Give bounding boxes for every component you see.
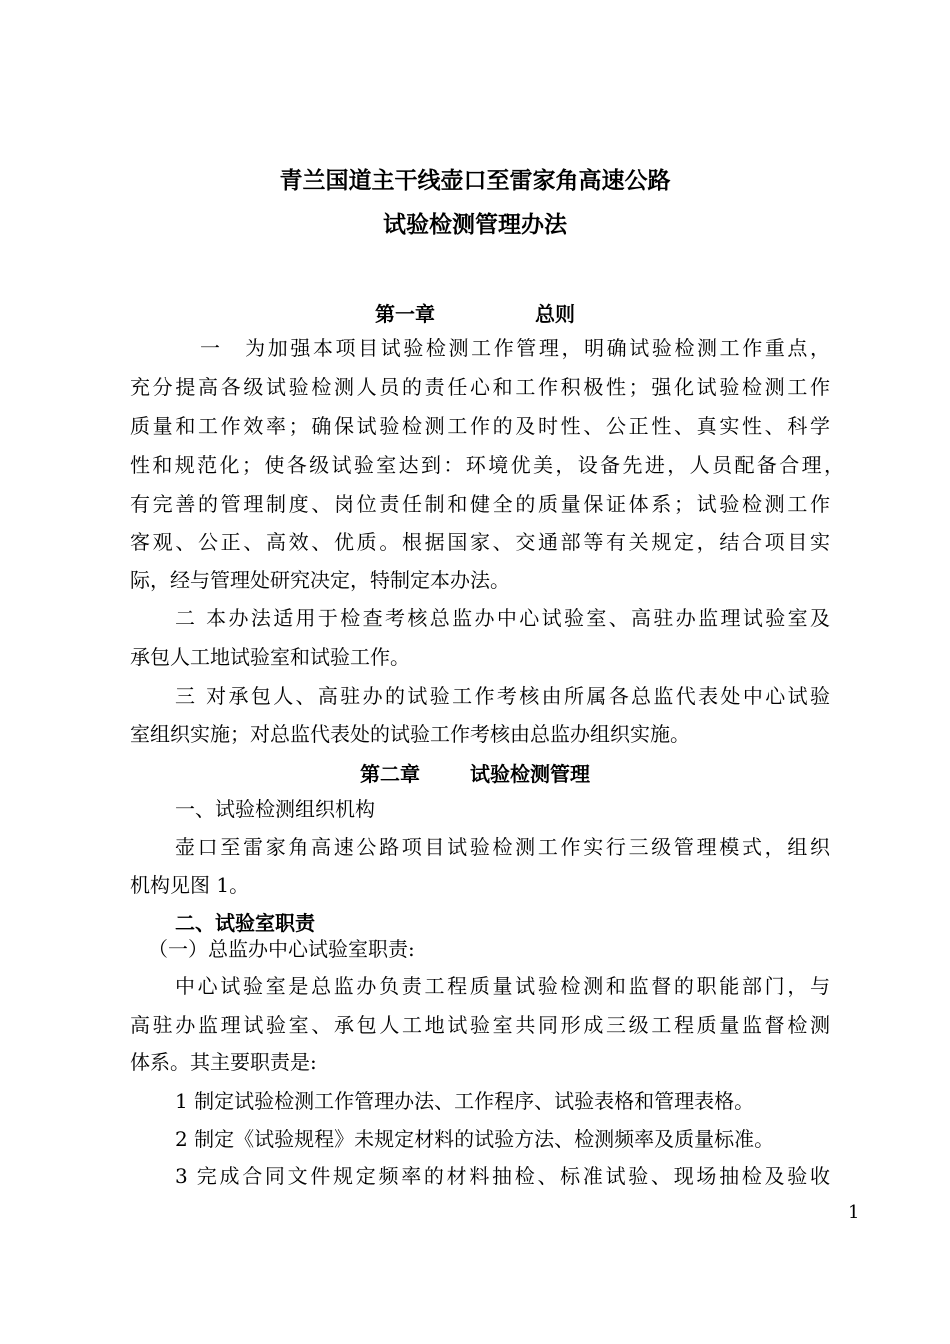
document-title-line-1: 青兰国道主干线壶口至雷家角高速公路 bbox=[279, 168, 671, 194]
paragraph-1-line-4: 性和规范化；使各级试验室达到：环境优美，设备先进，人员配备合理， bbox=[130, 453, 844, 477]
paragraph-2-line-2: 承包人工地试验室和试验工作。 bbox=[130, 645, 410, 669]
chapter-1-name: 总则 bbox=[535, 302, 575, 326]
paragraph-1-line-1: 一 为加强本项目试验检测工作管理，明确试验检测工作重点， bbox=[200, 336, 830, 360]
paragraph-1-line-7: 际，经与管理处研究决定，特制定本办法。 bbox=[130, 568, 510, 592]
section-1-heading: 一、试验检测组织机构 bbox=[175, 797, 375, 821]
section-1-line-1: 壶口至雷家角高速公路项目试验检测工作实行三级管理模式，组织 bbox=[175, 835, 830, 859]
list-item-1: 1 制定试验检测工作管理办法、工作程序、试验表格和管理表格。 bbox=[175, 1089, 755, 1113]
section-2-line-1: 中心试验室是总监办负责工程质量试验检测和监督的职能部门，与 bbox=[175, 974, 830, 998]
chapter-1-heading bbox=[0, 298, 950, 327]
paragraph-3-line-1: 三 对承包人、高驻办的试验工作考核由所属各总监代表处中心试验 bbox=[175, 684, 830, 708]
chapter-2-name: 试验检测管理 bbox=[470, 762, 590, 786]
list-item-3: 3 完成合同文件规定频率的材料抽检、标准试验、现场抽检及验收 bbox=[175, 1164, 830, 1188]
list-item-2: 2 制定《试验规程》未规定材料的试验方法、检测频率及质量标准。 bbox=[175, 1127, 775, 1151]
section-2-heading: 二、试验室职责 bbox=[175, 911, 315, 935]
section-2-subheading: （一）总监办中心试验室职责: bbox=[148, 937, 415, 961]
document-title-line-2: 试验检测管理办法 bbox=[383, 212, 567, 238]
paragraph-2-line-1: 二 本办法适用于检查考核总监办中心试验室、高驻办监理试验室及 bbox=[175, 606, 830, 630]
paragraph-1-line-3: 质量和工作效率；确保试验检测工作的及时性、公正性、真实性、科学 bbox=[130, 414, 830, 438]
section-2-line-3: 体系。其主要职责是: bbox=[130, 1050, 317, 1074]
section-1-line-2: 机构见图 1。 bbox=[130, 873, 250, 897]
paragraph-1-line-5: 有完善的管理制度、岗位责任制和健全的质量保证体系；试验检测工作 bbox=[130, 492, 830, 516]
chapter-1-number: 第一章 bbox=[375, 302, 435, 326]
paragraph-1-line-6: 客观、公正、高效、优质。根据国家、交通部等有关规定，结合项目实 bbox=[130, 530, 830, 554]
page-number: 1 bbox=[848, 1202, 860, 1223]
paragraph-1-line-2: 充分提高各级试验检测人员的责任心和工作积极性；强化试验检测工作 bbox=[130, 375, 830, 399]
chapter-2-number: 第二章 bbox=[360, 762, 420, 786]
chapter-2-heading bbox=[0, 758, 950, 787]
section-2-line-2: 高驻办监理试验室、承包人工地试验室共同形成三级工程质量监督检测 bbox=[130, 1013, 830, 1037]
paragraph-3-line-2: 室组织实施；对总监代表处的试验工作考核由总监办组织实施。 bbox=[130, 722, 690, 746]
